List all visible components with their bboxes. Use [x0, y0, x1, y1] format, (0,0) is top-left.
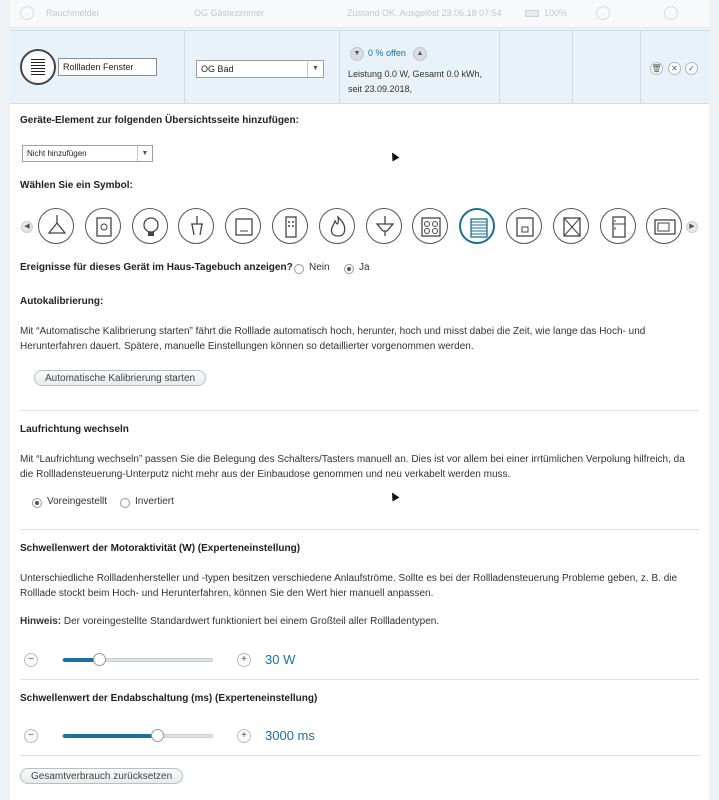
- motor-text: Unterschiedliche Rollladenhersteller und -typen besitzen verschiedene Anlaufströme. Sollte es bei der Rollladensteuerung Probleme geben, z. B. die Rolllade stockt beim Hoch- und Herunterfahren, können Sie den Wert hier manuell anpassen.: [20, 573, 678, 599]
- overview-select[interactable]: [22, 145, 153, 162]
- overview-select-value: Nicht hinzufügen: [27, 149, 87, 158]
- endstop-increase-button[interactable]: +: [237, 729, 251, 743]
- motor-decrease-button[interactable]: −: [24, 653, 38, 667]
- lamp-icon[interactable]: [38, 208, 74, 244]
- diary-yes-label: Ja: [359, 262, 370, 273]
- smoke-detector-icon: [20, 6, 34, 20]
- divider: [20, 755, 699, 756]
- motor-slider-handle[interactable]: [93, 653, 106, 666]
- device-row-smoke-detector[interactable]: [10, 0, 709, 28]
- confirm-icon[interactable]: ✓: [685, 62, 698, 75]
- divider: [20, 679, 699, 680]
- battery-level: 100%: [544, 8, 568, 18]
- edit-icon[interactable]: [596, 6, 610, 20]
- fire-icon[interactable]: [319, 208, 355, 244]
- washer-icon[interactable]: [553, 208, 589, 244]
- autocal-start-button[interactable]: Automatische Kalibrierung starten: [34, 370, 206, 386]
- stove-icon[interactable]: [412, 208, 448, 244]
- device-room: OG Gästezimmer: [194, 8, 265, 18]
- power-reading: Leistung 0.0 W, Gesamt 0.0 kWh,: [348, 69, 483, 79]
- battery-icon: [525, 10, 539, 17]
- divider: [20, 529, 699, 530]
- room-select-value: OG Bad: [201, 64, 234, 74]
- diary-no-label: Nein: [309, 262, 330, 273]
- switch-icon[interactable]: [225, 208, 261, 244]
- chevron-down-icon: ▼: [137, 146, 152, 161]
- motor-heading: Schwellenwert der Motoraktivität (W) (Experteneinstellung): [20, 543, 301, 554]
- divider: [20, 410, 699, 411]
- chevron-down-icon: ▼: [307, 61, 323, 77]
- open-percent: 0 % offen: [368, 48, 406, 58]
- symbol-prev-button[interactable]: ◀: [21, 221, 33, 233]
- direction-radio-default[interactable]: [32, 498, 42, 508]
- direction-text: Mit “Laufrichtung wechseln” passen Sie die Belegung des Schalters/Tasters manuell an. Dies ist vor allem bei einer irrtümlichen Verpolung hilfreich, da die Rollladensteuerung-Unterputz nicht mehr aus der Einbaudose genommen und neu verkabelt werden muss.: [20, 454, 685, 480]
- blind-up-button[interactable]: ▲: [413, 47, 427, 61]
- direction-default-label: Voreingestellt: [47, 496, 108, 507]
- close-icon[interactable]: ✕: [668, 62, 681, 75]
- delete-icon[interactable]: 🗑: [651, 64, 662, 73]
- ceiling-lamp-icon[interactable]: [178, 208, 214, 244]
- device-name-input[interactable]: [58, 58, 157, 76]
- motor-hint: [20, 614, 439, 629]
- endstop-decrease-button[interactable]: −: [24, 729, 38, 743]
- microwave-icon[interactable]: [646, 208, 682, 244]
- endstop-value: 3000 ms: [265, 728, 315, 743]
- motor-value: 30 W: [265, 652, 296, 667]
- socket-icon[interactable]: [85, 208, 121, 244]
- direction-radio-inverted[interactable]: [120, 498, 130, 508]
- settings-icon[interactable]: [664, 6, 678, 20]
- motor-slider[interactable]: [62, 658, 213, 662]
- autocal-text: Mit “Automatische Kalibrierung starten” fährt die Rolllade automatisch hoch, herunter, hoch und misst dabei die Zeit, wie lange das Hoch- und Herunterfahren dauert. Spätere, manuelle Einstellungen können so detaillierter vorgenommen werden.: [20, 326, 646, 352]
- device-row-blind: [10, 30, 709, 104]
- direction-heading: Laufrichtung wechseln: [20, 424, 129, 435]
- symbol-label: Wählen Sie ein Symbol:: [20, 180, 133, 191]
- overview-label: Geräte-Element zur folgenden Übersichtsseite hinzufügen:: [20, 115, 299, 126]
- diary-radio-yes[interactable]: [344, 264, 354, 274]
- pendant-lamp-icon[interactable]: [366, 208, 402, 244]
- coffee-machine-icon[interactable]: [506, 208, 542, 244]
- diary-radio-no[interactable]: [294, 264, 304, 274]
- endstop-heading: Schwellenwert der Endabschaltung (ms) (Experteneinstellung): [20, 693, 318, 704]
- endstop-slider-handle[interactable]: [151, 729, 164, 742]
- device-name: Rauchmelder: [46, 8, 100, 18]
- bulb-icon[interactable]: [132, 208, 168, 244]
- diary-label: Ereignisse für dieses Gerät im Haus-Tagebuch anzeigen?: [20, 262, 293, 273]
- reset-consumption-button[interactable]: Gesamtverbrauch zurücksetzen: [20, 768, 183, 784]
- blind-icon: [20, 49, 56, 85]
- autocal-heading: Autokalibrierung:: [20, 296, 104, 307]
- motor-hint-text: Der voreingestellte Standardwert funktioniert bei einem Großteil aller Rollladentypen.: [61, 616, 440, 627]
- motor-increase-button[interactable]: +: [237, 653, 251, 667]
- room-select[interactable]: [196, 60, 324, 78]
- fridge-icon[interactable]: [600, 208, 636, 244]
- motor-hint-label: Hinweis:: [20, 616, 62, 627]
- blind-icon[interactable]: [459, 208, 495, 244]
- endstop-slider-fill: [63, 734, 157, 738]
- device-settings-panel: [10, 104, 709, 800]
- remote-icon[interactable]: [272, 208, 308, 244]
- device-status: Zustand OK, Ausgelöst 23.06.18 07:54: [347, 8, 502, 18]
- endstop-slider[interactable]: [62, 734, 213, 738]
- energy-since: seit 23.09.2018,: [348, 84, 413, 94]
- symbol-next-button[interactable]: ▶: [686, 221, 698, 233]
- direction-inverted-label: Invertiert: [135, 496, 174, 507]
- blind-down-button[interactable]: ▼: [350, 47, 364, 61]
